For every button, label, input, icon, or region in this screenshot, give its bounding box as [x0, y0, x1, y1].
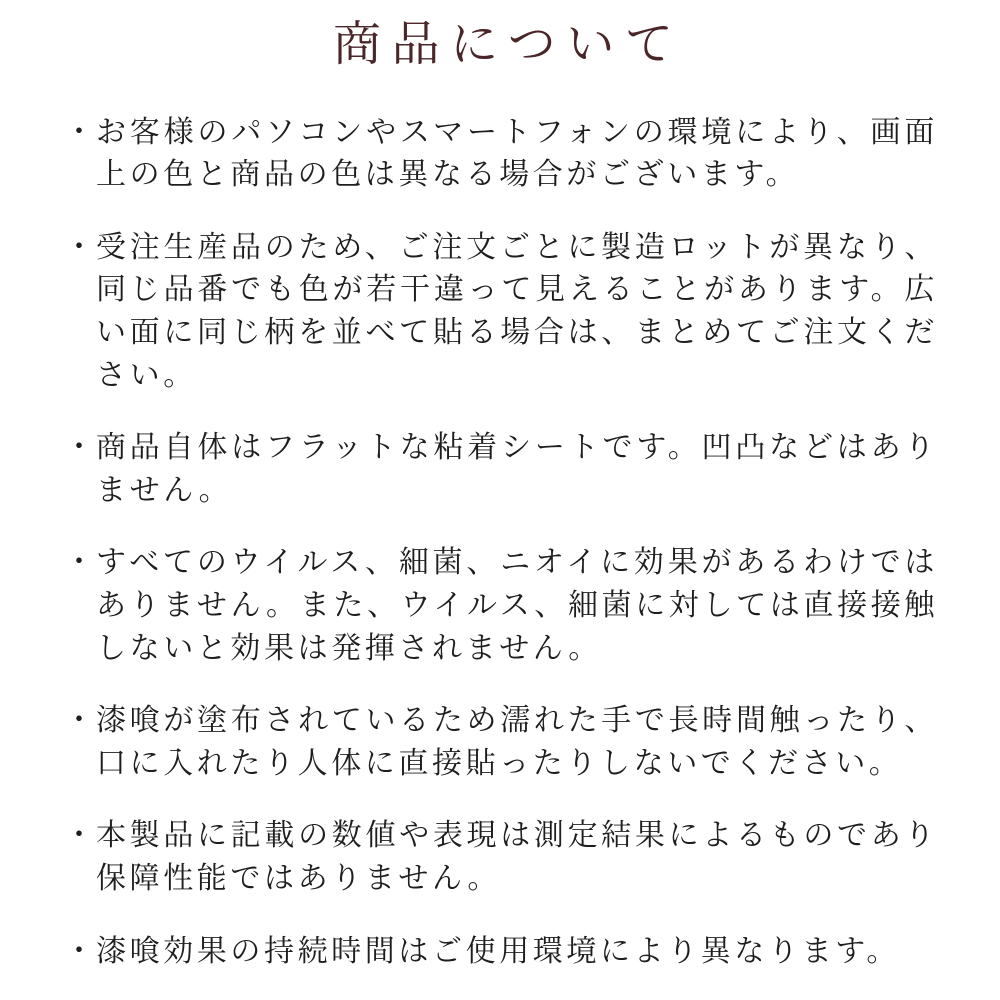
- notice-item-text: お客様のパソコンやスマートフォンの環境により、画面上の色と商品の色は異なる場合がございます。: [96, 115, 938, 192]
- notice-item-text: 商品自体はフラットな粘着シートです。凹凸などはありません。: [96, 431, 938, 507]
- notice-item-text: すべてのウイルス、細菌、ニオイに効果があるわけではありません。また、ウイルス、細菌に対しては直接接触しないと効果は発揮されません。: [96, 546, 938, 665]
- page-title: 商品について: [333, 18, 684, 71]
- bullet-marker: ・: [64, 819, 94, 853]
- notice-item-effect-duration: [64, 931, 938, 974]
- notice-item-production-lot: [64, 227, 938, 397]
- notice-list: [64, 112, 938, 974]
- notice-item-plaster-handling: [64, 700, 938, 785]
- notice-item-text: 漆喰効果の持続時間はご使用環境により異なります。: [96, 934, 900, 968]
- bullet-marker: ・: [64, 704, 94, 738]
- bullet-marker: ・: [64, 115, 94, 149]
- bullet-marker: ・: [64, 431, 94, 465]
- notice-item-color-difference: [64, 112, 938, 197]
- notice-item-text: 本製品に記載の数値や表現は測定結果によるものであり保障性能ではありません。: [96, 819, 938, 895]
- bullet-marker: ・: [64, 546, 94, 580]
- notice-item-text: 漆喰が塗布されているため濡れた手で長時間触ったり、口に入れたり人体に直接貼ったりしないでください。: [96, 704, 938, 780]
- notice-item-flat-sheet: [64, 427, 938, 512]
- bullet-marker: ・: [64, 934, 94, 968]
- notice-item-measured-values: [64, 815, 938, 900]
- notice-item-text: 受注生産品のため、ご注文ごとに製造ロットが異なり、同じ品番でも色が若干違って見えることがあります。広い面に同じ柄を並べて貼る場合は、まとめてご注文ください。: [96, 230, 938, 392]
- bullet-marker: ・: [64, 230, 94, 264]
- notice-item-virus-effect: [64, 542, 938, 670]
